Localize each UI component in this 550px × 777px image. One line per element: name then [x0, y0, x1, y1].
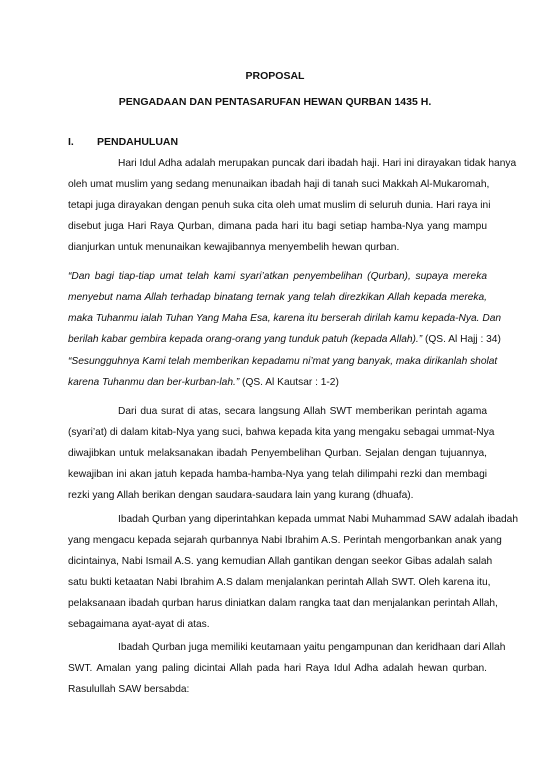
quote-line: maka Tuhanmu ialah Tuhan Yang Maha Esa, karena itu berserah dirilah kamu kepada-Nya. Dan [68, 313, 502, 324]
paragraph-history [68, 509, 519, 635]
paragraph-intro [68, 153, 517, 258]
paragraph-line: diwajibkan untuk melaksanakan ibadah Penyembelihan Qurban. Sejalan dengan tujuannya, [68, 448, 487, 459]
section-number: I. [68, 136, 74, 148]
quote-line: karena Tuhanmu dan ber-kurban-lah.” [68, 377, 240, 388]
quote-reference: (QS. Al Hajj : 34) [422, 334, 501, 345]
paragraph-line: dicintainya, Nabi Ismail A.S. yang kemudian Allah gantikan dengan seekor Gibas adalah salah [68, 556, 493, 567]
quote-line: menyebut nama Allah terhadap binatang ternak yang telah direzkikan Allah kepada mereka, [68, 292, 487, 303]
quote-line: “Sesungguhnya Kami telah memberikan kepadamu ni’mat yang banyak, maka dirikanlah sholat [68, 356, 498, 367]
quote-al-kautsar [68, 351, 498, 393]
paragraph-line: Dari dua surat di atas, secara langsung Allah SWT memberikan perintah agama [118, 406, 487, 417]
quote-reference: (QS. Al Kautsar : 1-2) [239, 377, 339, 388]
paragraph-line: (syari’at) di dalam kitab-Nya yang suci, bahwa kepada kita yang mengaku sebagai ummat-Nya [68, 427, 495, 438]
paragraph-line: disebut juga Hari Raya Qurban, dimana pada hari itu bagi setiap hamba-Nya yang mampu [68, 221, 487, 232]
document-title: PROPOSAL [245, 70, 305, 82]
section-title: PENDAHULUAN [97, 136, 179, 148]
paragraph-line: rezki yang Allah berikan dengan saudara-saudara lain yang kurang (dhuafa). [68, 490, 414, 501]
paragraph-virtue [68, 637, 506, 700]
paragraph-line: SWT. Amalan yang paling dicintai Allah pada hari Raya Idul Adha adalah hewan qurban. [68, 663, 487, 674]
quote-al-hajj [68, 266, 502, 350]
section-heading [68, 136, 468, 148]
paragraph-line: satu bukti ketaatan Nabi Ibrahim A.S dalam menjalankan perintah Allah SWT. Oleh karena itu, [68, 577, 491, 588]
paragraph-syariat [68, 401, 495, 506]
paragraph-line: Ibadah Qurban yang diperintahkan kepada ummat Nabi Muhammad SAW adalah ibadah [118, 514, 519, 525]
paragraph-line: Ibadah Qurban juga memiliki keutamaan yaitu pengampunan dan keridhaan dari Allah [118, 642, 506, 653]
paragraph-line: Hari Idul Adha adalah merupakan puncak dari ibadah haji. Hari ini dirayakan tidak hanya [118, 158, 517, 169]
quote-line: berilah kabar gembira kepada orang-orang yang tunduk patuh (kepada Allah).” [68, 334, 423, 345]
paragraph-line: dianjurkan untuk menunaikan kewajibannya menyembelih hewan qurban. [68, 242, 400, 253]
document-subtitle: PENGADAAN DAN PENTASARUFAN HEWAN QURBAN 1435 H. [118, 96, 432, 108]
paragraph-line: Rasulullah SAW bersabda: [68, 684, 190, 695]
paragraph-line: yang mengacu kepada sejarah qurbannya Nabi Ibrahim A.S. Perintah mengorbankan anak yang [68, 535, 502, 546]
paragraph-line: oleh umat muslim yang sedang menunaikan ibadah haji di tanah suci Makkah Al-Mukaromah, [68, 179, 490, 190]
paragraph-line: sebagaimana ayat-ayat di atas. [68, 619, 210, 630]
paragraph-line: kewajiban ini akan jatuh kepada hamba-hamba-Nya yang telah dilimpahi rezki dan membagi [68, 469, 487, 480]
quote-line: “Dan bagi tiap-tiap umat telah kami syari’atkan penyembelihan (Qurban), supaya mereka [68, 271, 487, 282]
paragraph-line: pelaksanaan ibadah qurban harus diniatkan dalam rangka taat dan menjalankan perintah Allah, [68, 598, 498, 609]
paragraph-line: tetapi juga dirayakan dengan penuh suka cita oleh umat muslim di seluruh dunia. Hari raya ini [68, 200, 491, 211]
